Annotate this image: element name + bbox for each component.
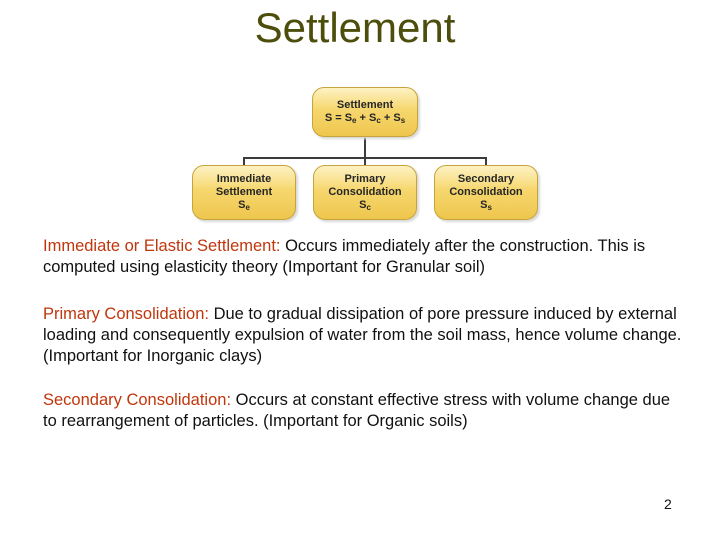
box-label-line1: Primary bbox=[344, 173, 386, 185]
box-immediate-settlement bbox=[192, 165, 296, 220]
paragraph-immediate-settlement bbox=[43, 236, 683, 278]
root-box-formula: $S = S_e + S_c + S_s$ bbox=[324, 112, 406, 125]
box-symbol: $S_c$ bbox=[359, 199, 371, 212]
paragraph-lead: Secondary Consolidation: bbox=[43, 391, 232, 409]
box-primary-consolidation bbox=[313, 165, 417, 220]
paragraph-secondary-consolidation bbox=[43, 390, 683, 432]
root-box-title: Settlement bbox=[336, 99, 394, 111]
page-number: 2 bbox=[664, 496, 672, 512]
paragraph-primary-consolidation bbox=[43, 304, 683, 367]
box-symbol: $S_s$ bbox=[480, 199, 492, 212]
box-label-line1: Immediate bbox=[216, 173, 272, 185]
box-label-line2: Consolidation bbox=[449, 186, 523, 198]
box-label-line2: Consolidation bbox=[328, 186, 402, 198]
paragraph-lead: Primary Consolidation: bbox=[43, 305, 209, 323]
paragraph-body: Due to gradual dissipation of pore pressure induced by external loading and consequently expulsion of water from the soil mass, hence volume change. (Important for Inorganic clays) bbox=[43, 305, 682, 365]
root-box-settlement bbox=[312, 87, 418, 137]
paragraph-lead: Immediate or Elastic Settlement: bbox=[43, 237, 281, 255]
paragraph-body: Occurs at constant effective stress with volume change due to rearrangement of particles. (Important for Organic soils) bbox=[43, 391, 671, 430]
box-symbol: $S_e$ bbox=[238, 199, 250, 212]
box-label-line2: Settlement bbox=[215, 186, 273, 198]
connector-root-down bbox=[364, 136, 366, 158]
paragraph-body: Occurs immediately after the construction. This is computed using elasticity theory (Important for Granular soil) bbox=[43, 237, 646, 276]
slide-title: Settlement bbox=[254, 4, 456, 51]
box-secondary-consolidation bbox=[434, 165, 538, 220]
box-label-line1: Secondary bbox=[457, 173, 515, 185]
settlement-hierarchy-diagram bbox=[0, 0, 720, 230]
